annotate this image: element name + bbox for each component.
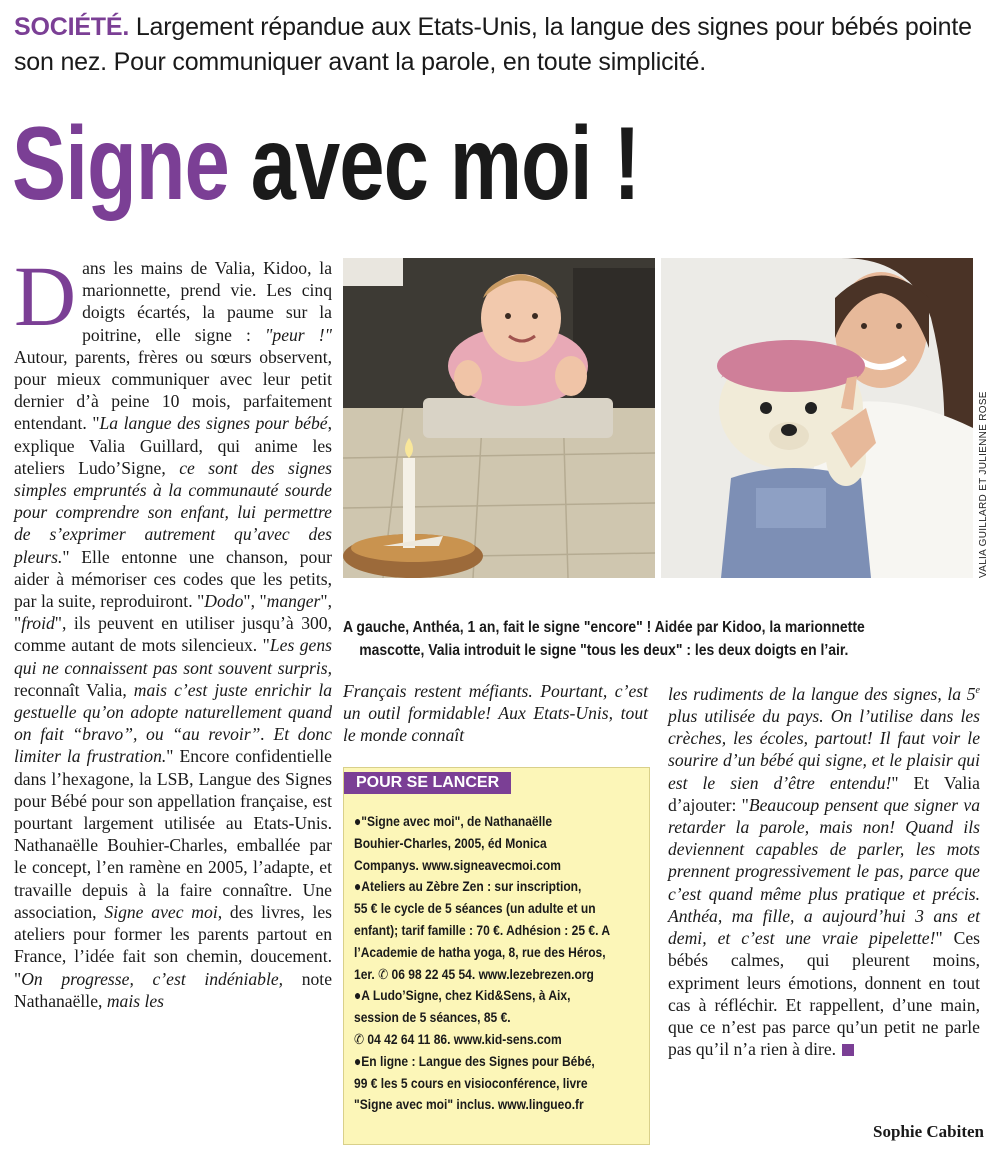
info-line: ✆ 04 42 64 11 86. www.kid-sens.com [354, 1030, 562, 1047]
info-line: ●Ateliers au Zèbre Zen : sur inscription, [354, 878, 582, 895]
col1-t8: " Encore confidentielle dans l’hexagone, la LSB, Langue des Signes pour Bébé pour son appellation française, est pourtant largement utilisée au Etats-Unis. Nathanaëlle Bouhier-Charles, emballée par le concept, l’en ramène en 2005, l’adapte, et travaille depuis à la faire connaître. Une association, [14, 746, 332, 922]
info-line: "Signe avec moi" inclus. www.lingueo.fr [354, 1096, 584, 1113]
col1-t9: , des livres, les ateliers pour former les parents partout en France, l’idée fait son chemin, doucement. " [14, 901, 332, 989]
info-line: enfant); tarif famille : 70 €. Adhésion : 25 €. A [354, 921, 611, 938]
info-line: 55 € le cycle de 5 séances (un adulte et un [354, 900, 596, 917]
col1-q3: ce sont des signes simples empruntés à la communauté sourde pour comprendre son enfant, lui permettre de s’exprimer autrement qu’avec des pleurs. [14, 457, 332, 567]
end-mark-icon [842, 1044, 854, 1056]
article-column-3 [668, 680, 980, 1060]
col1-t1: Autour, parents, frères ou sœurs observent, pour mieux communiquer avec leur petit dernier d’à peine 10 mois, parfaitement entendant. " [14, 346, 332, 434]
headline-part2: avec moi ! [250, 106, 640, 222]
col1-q6: froid [21, 613, 55, 634]
headline-part1: Signe [12, 106, 229, 222]
col1-t3: " Elle entonne une chanson, pour aider à mémoriser ces codes que les petits, par la suite, reproduiront. " [14, 546, 332, 612]
col3-t1: " Et Valia d’ajouter: " [668, 772, 980, 815]
photo-woman-teddy [661, 258, 973, 578]
col1-q2: La langue des signes pour bébé [99, 413, 328, 434]
section-label: SOCIÉTÉ. [14, 13, 130, 41]
col1-t10: note Nathanaëlle, [14, 968, 332, 1011]
byline: Sophie Cabiten [873, 1122, 984, 1141]
article-column-1 [14, 248, 333, 1012]
col1-q10: On progresse, c’est indéniable, [21, 968, 284, 989]
col3-sup: e [975, 685, 980, 696]
col1-q8: mais c’est juste enrichir la gestuelle qu’on adopte naturellement quand on fait “bravo”, ou “au revoir”. Et donc limiter la frustration. [14, 679, 333, 767]
info-box-list [354, 811, 634, 1116]
info-line: Companys. www.signeavecmoi.com [354, 856, 561, 873]
col3-q3: Beaucoup pensent que signer va retarder la parole, mais non! Quand ils deviennent capables de parler, les mots prennent progressivement le pas, parce que c’est quand même plus pratique et précis. Anthéa, ma fille, a aujourd’hui 3 ans et demi, et c’est une vraie pipelette! [668, 794, 980, 949]
info-line: ●A Ludo’Signe, chez Kid&Sens, à Aix, [354, 987, 571, 1004]
info-box [343, 767, 650, 1145]
col1-q5: manger [266, 591, 321, 612]
article-column-2 [343, 680, 648, 747]
info-line: ●En ligne : Langue des Signes pour Bébé, [354, 1052, 595, 1069]
kicker-text: Largement répandue aux Etats-Unis, la langue des signes pour bébés pointe son nez. Pour communiquer avant la parole, en toute simplicité. [14, 13, 972, 76]
caption-line-2: mascotte, Valia introduit le signe "tous les deux" : les deux doigts en l’air. [359, 642, 849, 659]
col1-q7: Les gens qui ne connaissent pas sont souvent surpris, [14, 635, 332, 678]
kicker [14, 10, 989, 80]
col1-q4: Dodo [204, 591, 244, 612]
col2-text: Français restent méfiants. Pourtant, c’est un outil formidable! Aux Etats-Unis, tout le monde connaît [343, 681, 648, 746]
info-line: session de 5 séances, 85 €. [354, 1009, 511, 1026]
col1-q9: Signe avec moi [104, 901, 218, 922]
col1-q11: mais les [106, 990, 164, 1011]
drop-cap: D [14, 248, 77, 344]
photo-credit: VALIA GUILLARD ET JULIENNE ROSE [978, 391, 989, 578]
info-line: l’Academie de hatha yoga, 8, rue des Héros, [354, 943, 606, 960]
col3-q1: les rudiments de la langue des signes, la 5 [668, 683, 976, 704]
caption-line-1: A gauche, Anthéa, 1 an, fait le signe "encore" ! Aidée par Kidoo, la marionnette [343, 619, 865, 636]
col3-t2: " Ces bébés calmes, qui pleurent moins, expriment leurs émotions, donnent en tout cas à réfléchir. Et rappellent, d’une main, que ce n’est pas parce qu’un petit ne parle pas qu’il n’a rien à dire. [668, 928, 980, 1060]
info-box-title: POUR SE LANCER [344, 772, 511, 794]
info-line: 99 € les 5 cours en visioconférence, livre [354, 1074, 588, 1091]
col1-t7: reconnaît Valia, [14, 679, 134, 700]
col1-q1: "peur !" [265, 324, 332, 345]
photo-caption [343, 616, 919, 662]
col1-t2: , explique Valia Guillard, qui anime les ateliers Ludo’Signe, [14, 413, 332, 478]
col1-t4: ", " [243, 591, 267, 612]
info-line: Bouhier-Charles, 2005, éd Monica [354, 834, 547, 851]
col1-lead: ans les mains de Valia, Kidoo, la marionnette, prend vie. Les cinq doigts écartés, la paume sur la poitrine, elle signe : [82, 258, 332, 345]
col1-t5: ", " [14, 591, 333, 634]
info-line: ●"Signe avec moi", de Nathanaëlle [354, 813, 553, 829]
info-line: 1er. ✆ 06 98 22 45 54. www.lezebrezen.org [354, 965, 594, 982]
photo-baby-candle [343, 258, 655, 578]
col1-t6: ", ils peuvent en utiliser jusqu’à 300, comme autant de mots silencieux. " [14, 613, 332, 656]
col3-q2: plus utilisée du pays. On l’utilise dans les crèches, les écoles, partout! Il faut voir le sourire d’un bébé qui signe, et le plaisir qui est le sien d’être entendu! [668, 706, 980, 793]
headline [12, 100, 640, 230]
